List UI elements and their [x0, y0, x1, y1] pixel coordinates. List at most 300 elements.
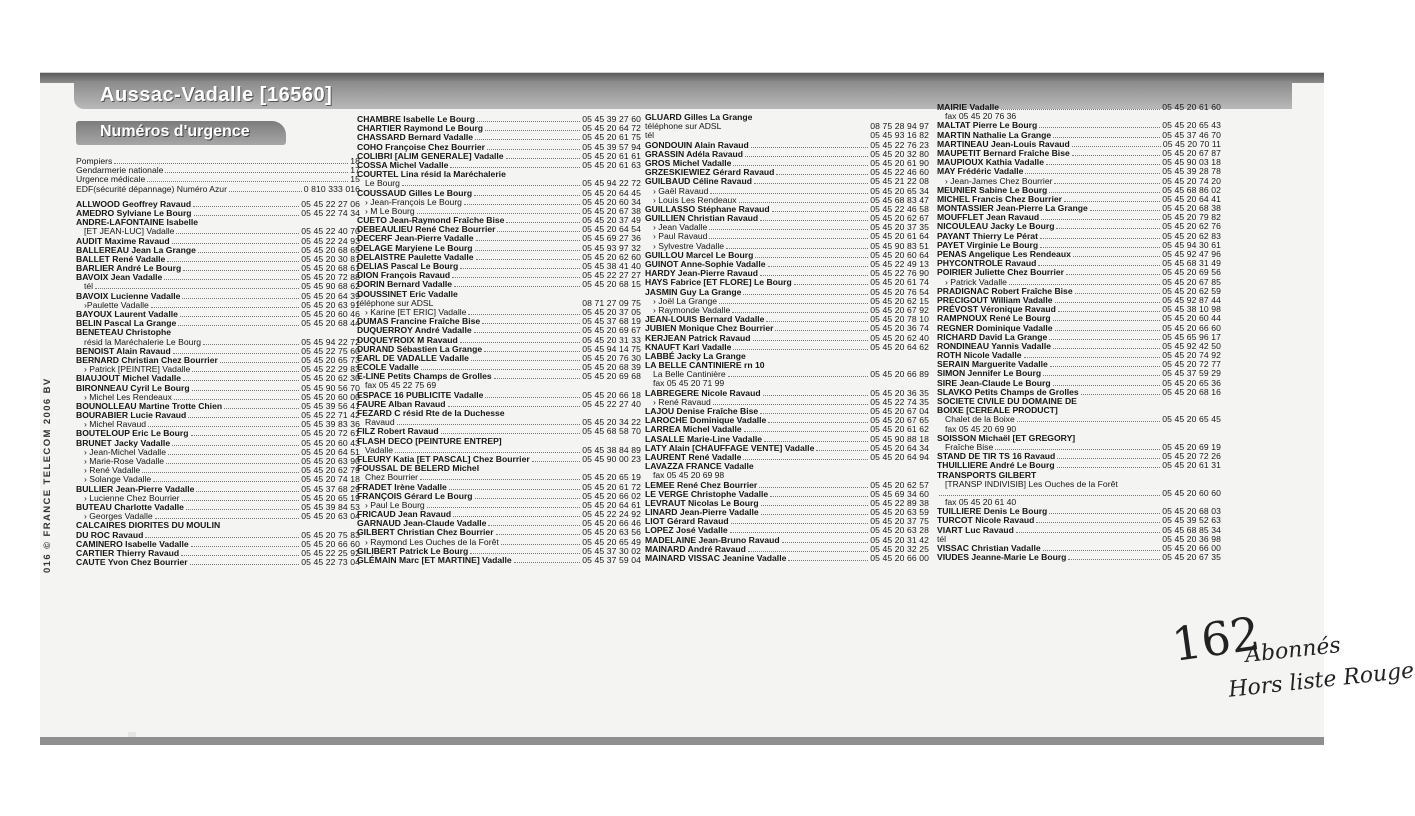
- entry-name: RONDINEAU Yannis Vadalle: [937, 340, 1051, 351]
- entry-name: COHO Françoise Chez Bourrier: [357, 141, 485, 152]
- entry-name: JUBIEN Monique Chez Bourrier: [645, 323, 774, 334]
- entry-name: › Karine [ET ERIC] Vadalle: [365, 306, 467, 317]
- entry-phone: 05 45 20 65 34: [870, 185, 929, 196]
- entry-phone: 05 45 22 29 83: [301, 364, 360, 375]
- entry-name: DOUSSINET Eric Vadalle: [357, 288, 458, 299]
- leader-dots: [759, 487, 868, 488]
- leader-dots: [198, 252, 299, 253]
- entry-phone: 0 810 333 016: [303, 183, 360, 194]
- entry-phone: 05 45 20 64 34: [870, 442, 929, 453]
- entry-name: SOISSON Michaël [ET GREGORY]: [937, 432, 1076, 443]
- leader-dots: [1056, 228, 1160, 229]
- entry-name: › Lucienne Chez Bourrier: [84, 492, 180, 503]
- leader-dots: [186, 509, 299, 510]
- leader-dots: [775, 330, 868, 331]
- leader-dots: [1068, 559, 1160, 560]
- leader-dots: [732, 312, 868, 313]
- entry-name: LAURENT René Vadalle: [645, 451, 742, 462]
- entry-name: PAYANT Thierry Le Pérat: [937, 230, 1038, 241]
- entry-name: GLUARD Gilles La Grange: [645, 112, 753, 122]
- entry-name: FRADET Irène Vadalle: [357, 481, 447, 492]
- entry-name: BOURABIER Lucie Ravaud: [76, 410, 187, 421]
- entry-phone: 05 45 20 72 88: [301, 272, 360, 283]
- entry-phone: 05 45 20 68 44: [301, 318, 360, 329]
- entry-name: tél: [937, 533, 947, 544]
- entry-name: fax 05 45 20 61 40: [945, 497, 1017, 508]
- entry-phone: 05 45 20 64 54: [582, 224, 641, 235]
- leader-dots: [501, 544, 581, 545]
- entry-name: DECERF Jean-Pierre Vadalle: [357, 233, 474, 244]
- entry-phone: 05 45 20 64 94: [870, 451, 929, 462]
- entry-phone: 05 45 20 62 59: [1162, 285, 1221, 296]
- entry-name: tél: [645, 130, 655, 141]
- entry-name: MICHEL Francis Chez Bourrier: [937, 193, 1062, 204]
- leader-dots: [176, 233, 299, 234]
- entry-name: GUILLASSO Stéphane Ravaud: [645, 203, 770, 214]
- urgence-title: Numéros d'urgence: [100, 123, 250, 140]
- entry-name: LAVAZZA FRANCE Vadalle: [645, 461, 754, 472]
- entry-phone: 05 45 39 27 60: [582, 114, 641, 124]
- leader-dots: [939, 495, 1160, 496]
- leader-dots: [188, 417, 299, 418]
- entry-name: Vadalle: [365, 444, 394, 455]
- entry-name: EDF(sécurité dépannage) Numéro Azur: [76, 183, 227, 194]
- leader-dots: [1001, 109, 1160, 110]
- entry-phone: 05 45 20 36 98: [1162, 533, 1221, 544]
- entry-phone: 05 45 20 36 74: [870, 323, 929, 334]
- leader-dots: [763, 395, 869, 396]
- entry-name: GRZESKIEWIEZ Gérard Ravaud: [645, 167, 775, 178]
- leader-dots: [713, 404, 868, 405]
- entry-phone: 05 45 20 65 45: [1162, 414, 1221, 425]
- entry-phone: 05 45 20 65 36: [1162, 377, 1221, 388]
- entry-name: PRÉVOST Véronique Ravaud: [937, 304, 1056, 315]
- leader-dots: [488, 525, 580, 526]
- leader-dots: [748, 551, 868, 552]
- entry-name: TRANSPORTS GILBERT: [937, 469, 1037, 480]
- leader-dots: [475, 498, 581, 499]
- entry-phone: 05 45 21 22 08: [870, 176, 929, 187]
- entry-name: FEZARD C résid Rte de la Duchesse: [357, 408, 505, 418]
- entry-phone: 05 45 20 63 56: [582, 527, 641, 538]
- entry-phone: 05 45 20 60 46: [301, 309, 360, 319]
- entry-name: GILBERT Christian Chez Bourrier: [357, 527, 494, 538]
- entry-phone: 05 45 20 63 28: [870, 525, 929, 536]
- entry-name: SIRE Jean-Claude Le Bourg: [937, 377, 1051, 388]
- entry-phone: 05 45 20 60 64: [870, 249, 929, 260]
- entry-phone: 05 45 20 66 60: [1162, 322, 1221, 333]
- entry-phone: 05 45 20 63 90: [301, 456, 360, 466]
- leader-dots: [760, 275, 868, 276]
- entry-phone: 05 45 20 61 60: [1162, 102, 1221, 112]
- entry-phone: 05 45 20 66 18: [582, 389, 641, 400]
- handwritten-note-line1: Abonnés: [1243, 633, 1342, 668]
- leader-dots: [471, 360, 580, 361]
- entry-name: téléphone sur ADSL: [357, 297, 434, 308]
- urgence-header: [76, 121, 286, 145]
- entry-name: › Georges Vadalle: [84, 511, 153, 522]
- entry-phone: 05 45 93 16 82: [870, 130, 929, 141]
- leader-dots: [1009, 284, 1160, 285]
- entry-name: SIMON Jennifer Le Bourg: [937, 368, 1042, 379]
- leader-dots: [753, 340, 869, 341]
- entry-phone: 05 45 20 74 18: [301, 474, 360, 485]
- entry-name: résid la Maréchalerie Le Bourg: [84, 336, 202, 347]
- entry-name: CARTIER Thierry Ravaud: [76, 547, 180, 558]
- entry-phone: 05 45 22 24 93: [301, 235, 360, 246]
- leader-dots: [1090, 210, 1160, 211]
- entry-name: › René Ravaud: [653, 396, 711, 407]
- entry-phone: 05 45 20 68 65: [301, 244, 360, 255]
- leader-dots: [1055, 330, 1161, 331]
- entry-phone: 05 45 22 73 04: [301, 557, 360, 568]
- leader-dots: [745, 156, 868, 157]
- entry-name: RICHARD David La Grange: [937, 331, 1048, 342]
- entry-name: ESPACE 16 PUBLICITE Vadalle: [357, 389, 484, 400]
- entry-phone: 08 75 28 94 97: [870, 121, 929, 132]
- entry-phone: 05 45 20 65 19: [582, 472, 641, 483]
- entry-name: REGNER Dominique Vadalle: [937, 322, 1053, 333]
- entry-name: CALCAIRES DIORITES DU MOULIN: [76, 520, 221, 531]
- entry-phone: 05 45 20 66 00: [870, 553, 929, 563]
- entry-phone: 05 45 38 41 40: [582, 261, 641, 271]
- entry-name: › Marie-Rose Vadalle: [84, 456, 165, 466]
- entry-phone: 05 45 20 63 59: [870, 507, 929, 518]
- entry-name: › Michel Les Rendeaux: [84, 391, 172, 402]
- handwritten-note-line2: Hors liste Rouge: [1227, 658, 1415, 703]
- entry-phone: 05 45 20 61 72: [582, 481, 641, 492]
- entry-name: VISSAC Christian Vadalle: [937, 543, 1041, 553]
- leader-dots: [464, 204, 580, 205]
- leader-dots: [743, 459, 868, 460]
- leader-dots: [173, 353, 300, 354]
- entry-phone: 05 45 22 76 90: [870, 268, 929, 279]
- entry-phone: 15: [350, 174, 360, 185]
- leader-dots: [1054, 183, 1160, 184]
- entry-name: FRICAUD Jean Ravaud: [357, 509, 452, 520]
- entry-phone: 05 45 20 68 61: [301, 263, 360, 274]
- entry-name: BOIXE [CEREALE PRODUCT]: [937, 405, 1058, 416]
- entry-phone: 05 45 20 66 60: [301, 538, 360, 549]
- leader-dots: [147, 181, 348, 182]
- entry-name: Urgence médicale: [76, 174, 146, 185]
- entry-phone: 05 45 20 67 35: [1162, 552, 1221, 563]
- entry-name: MARTINEAU Jean-Louis Ravaud: [937, 138, 1070, 149]
- entry-phone: 05 45 94 14 75: [582, 343, 641, 354]
- entry-name: Fraîche Bise: [945, 441, 994, 452]
- entry-name: DUQUERROY André Vadalle: [357, 325, 472, 336]
- entry-name: FRANÇOIS Gérard Le Bourg: [357, 490, 473, 501]
- leader-dots: [1040, 247, 1160, 248]
- entry-phone: 05 45 20 67 85: [1162, 276, 1221, 287]
- entry-name: › René Vadalle: [84, 465, 141, 476]
- entry-phone: 05 45 20 67 92: [870, 304, 929, 315]
- entry-name: DION François Ravaud: [357, 270, 451, 281]
- entry-name: CHASSARD Bernard Vadalle: [357, 132, 474, 143]
- entry-phone: 05 45 20 67 65: [870, 415, 929, 426]
- leader-dots: [760, 413, 868, 414]
- entry-phone: 05 45 94 22 72: [301, 336, 360, 347]
- entry-name: MAINARD André Ravaud: [645, 543, 746, 554]
- entry-phone: 05 45 20 74 20: [1162, 175, 1221, 186]
- entry-name: LIOT Gérard Ravaud: [645, 516, 729, 527]
- entry-phone: 05 45 20 70 11: [1162, 138, 1221, 149]
- entry-phone: 05 45 20 61 61: [582, 150, 641, 161]
- entry-phone: 05 45 20 79 82: [1162, 212, 1221, 223]
- entry-phone: 05 45 20 66 00: [1162, 543, 1221, 553]
- entry-name: › Patrick Vadalle: [945, 276, 1007, 287]
- entry-phone: 05 45 37 59 04: [582, 555, 641, 565]
- leader-dots: [180, 316, 299, 317]
- leader-dots: [816, 450, 868, 451]
- entry-phone: 18: [350, 156, 360, 166]
- leader-dots: [1025, 173, 1160, 174]
- leader-dots: [183, 270, 299, 271]
- entry-phone: 05 45 22 75 60: [301, 345, 360, 356]
- entry-name: Ravaud: [365, 417, 395, 428]
- leader-dots: [1053, 385, 1161, 386]
- entry-phone: 05 45 94 30 61: [1162, 239, 1221, 250]
- leader-dots: [754, 183, 868, 184]
- entry-phone: 05 45 39 83 36: [301, 419, 360, 430]
- leader-dots: [151, 307, 299, 308]
- entry-name: DU ROC Ravaud: [76, 529, 144, 540]
- entry-phone: 05 45 20 64 72: [582, 123, 641, 134]
- leader-dots: [470, 553, 580, 554]
- leader-dots: [1040, 238, 1160, 239]
- entry-name: BIRONNEAU Cyril Le Bourg: [76, 382, 190, 393]
- entry-name: THUILLIERE André Le Bourg: [937, 460, 1055, 471]
- entry-phone: 05 45 92 42 50: [1162, 340, 1221, 351]
- entry-name: LABBÉ Jacky La Grange: [645, 350, 746, 361]
- entry-phone: 05 45 20 69 56: [1162, 267, 1221, 278]
- entry-name: fax 05 45 22 75 69: [365, 380, 437, 391]
- entry-name: FAURE Alban Ravaud: [357, 398, 446, 409]
- entry-name: GUILLOU Marcel Le Bourg: [645, 249, 754, 260]
- entry-name: MADELAINE Jean-Bruno Ravaud: [645, 534, 780, 545]
- entry-phone: 05 45 20 62 30: [301, 373, 360, 384]
- listing-entry: [645, 554, 929, 563]
- leader-dots: [191, 435, 300, 436]
- entry-name: ANDRE-LAFONTAINE Isabelle: [76, 217, 199, 228]
- entry-name: GUILBAUD Céline Ravaud: [645, 176, 752, 187]
- leader-dots: [190, 564, 300, 565]
- entry-name: FOUSSAL DE BELERD Michel: [357, 463, 480, 474]
- leader-dots: [194, 215, 300, 216]
- leader-dots: [794, 284, 869, 285]
- entry-name: ROTH Nicole Vadalle: [937, 350, 1022, 361]
- entry-phone: 17: [350, 165, 360, 176]
- leader-dots: [153, 481, 299, 482]
- entry-name: BIAUJOUT Michel Vadalle: [76, 373, 182, 384]
- entry-phone: 05 45 20 64 39: [301, 290, 360, 301]
- entry-phone: 05 45 22 74 34: [301, 207, 360, 218]
- entry-phone: 05 45 20 63 04: [301, 511, 360, 522]
- entry-name: BERNARD Christian Chez Bourrier: [76, 354, 218, 365]
- entry-phone: 05 45 20 37 49: [582, 215, 641, 226]
- entry-phone: 05 45 90 88 18: [870, 433, 929, 444]
- entry-name: téléphone sur ADSL: [645, 121, 722, 132]
- entry-name: MARTIN Nathalie La Grange: [937, 129, 1052, 140]
- leader-dots: [733, 165, 868, 166]
- leader-dots: [761, 514, 869, 515]
- entry-name: MEUNIER Sabine Le Bourg: [937, 184, 1048, 195]
- leader-dots: [468, 314, 580, 315]
- entry-name: FLASH DECO [PEINTURE ENTREP]: [357, 435, 502, 446]
- leader-dots: [181, 555, 299, 556]
- entry-phone: 05 45 20 75 83: [301, 529, 360, 540]
- leader-dots: [764, 441, 868, 442]
- entry-name: Chalet de la Boixe: [945, 414, 1015, 425]
- entry-name: KERJEAN Patrick Ravaud: [645, 332, 751, 343]
- entry-phone: 05 45 20 67 87: [1162, 147, 1221, 158]
- entry-name: JEAN-LOUIS Bernard Vadalle: [645, 314, 765, 325]
- entry-phone: 05 45 20 61 31: [1162, 460, 1221, 471]
- entry-name: [ET JEAN-LUC] Vadalle: [84, 226, 175, 237]
- leader-dots: [1024, 357, 1161, 358]
- entry-name: FILZ Robert Ravaud: [357, 426, 439, 437]
- entry-phone: 05 45 20 72 26: [1162, 451, 1221, 462]
- leader-dots: [1057, 458, 1160, 459]
- leader-dots: [182, 298, 299, 299]
- leader-dots: [995, 449, 1160, 450]
- leader-dots: [421, 369, 581, 370]
- entry-phone: 05 45 22 25 92: [301, 547, 360, 558]
- entry-phone: 05 45 20 65 73: [301, 354, 360, 365]
- entry-phone: 05 45 20 67 38: [582, 205, 641, 216]
- entry-name: MAUPETIT Bernard Fraîche Bise: [937, 147, 1070, 158]
- entry-phone: 05 45 20 37 35: [870, 222, 929, 233]
- entry-name: › M Le Bourg: [365, 205, 415, 216]
- leader-dots: [497, 231, 580, 232]
- leader-dots: [1043, 375, 1160, 376]
- entry-name: › Patrick [PEINTRE] Vadalle: [84, 364, 191, 375]
- entry-name: LA BELLE CANTINIERE rn 10: [645, 360, 765, 371]
- listing-entry: [937, 553, 1221, 562]
- entry-phone: 05 45 22 74 35: [870, 396, 929, 407]
- entry-phone: 08 71 27 09 75: [582, 297, 641, 308]
- leader-dots: [460, 268, 580, 269]
- entry-phone: 05 45 20 68 15: [582, 279, 641, 290]
- leader-dots: [1038, 265, 1160, 266]
- leader-dots: [1039, 127, 1160, 128]
- entry-name: CAUTE Yvon Chez Bourrier: [76, 557, 188, 568]
- entry-phone: 05 45 37 68 29: [301, 483, 360, 494]
- leader-dots: [155, 518, 300, 519]
- listing-entry: [357, 556, 641, 565]
- entry-phone: 05 45 20 68 03: [1162, 506, 1221, 517]
- leader-dots: [474, 195, 580, 196]
- entry-name: BARLIER André Le Bourg: [76, 263, 182, 274]
- entry-phone: 05 45 69 34 60: [870, 488, 929, 499]
- entry-phone: 05 45 22 27 40: [582, 398, 641, 409]
- entry-name: BALLEREAU Jean La Grange: [76, 244, 196, 255]
- entry-phone: 05 45 22 24 92: [582, 509, 641, 520]
- leader-dots: [453, 516, 580, 517]
- entry-name: LEMEE René Chez Bourrier: [645, 479, 758, 490]
- entry-name: ›Paulette Vadalle: [84, 299, 149, 310]
- entry-name: LASALLE Marie-Line Vadalle: [645, 433, 762, 444]
- entry-name: BAVOIX Jean Vadalle: [76, 272, 163, 283]
- leader-dots: [452, 277, 580, 278]
- entry-phone: 05 45 90 56 70: [301, 382, 360, 393]
- entry-name: DEBEAULIEU René Chez Bourrier: [357, 224, 496, 235]
- entry-phone: 05 45 68 58 70: [582, 426, 641, 437]
- leader-dots: [1017, 421, 1161, 422]
- entry-phone: 05 45 20 61 64: [870, 231, 929, 242]
- leader-dots: [772, 211, 869, 212]
- entry-phone: 05 45 20 64 51: [301, 446, 360, 457]
- entry-name: DELAISTRE Paulette Vadalle: [357, 251, 474, 262]
- leader-dots: [494, 378, 581, 379]
- entry-name: TUILLIERE Denis Le Bourg: [937, 506, 1048, 517]
- leader-dots: [1049, 192, 1160, 193]
- entry-name: MAIRIE Vadalle: [937, 102, 1000, 112]
- entry-phone: 05 45 68 85 34: [1162, 524, 1221, 535]
- entry-name: BRUNET Jacky Vadalle: [76, 437, 171, 448]
- leader-dots: [1016, 532, 1160, 533]
- entry-name: › Gaël Ravaud: [653, 185, 709, 196]
- leader-dots: [744, 431, 869, 432]
- entry-phone: 05 45 37 68 19: [582, 316, 641, 327]
- entry-phone: 05 45 94 22 72: [582, 178, 641, 189]
- entry-name: › Raymonde Vadalle: [653, 304, 731, 315]
- entry-name: LATY Alain [CHAUFFAGE VENTE] Vadalle: [645, 442, 815, 453]
- entry-phone: 05 45 22 89 38: [870, 497, 929, 508]
- leader-dots: [1072, 155, 1160, 156]
- entry-phone: 05 45 20 69 67: [582, 325, 641, 336]
- entry-phone: 05 45 22 27 27: [582, 270, 641, 281]
- entry-name: Le Bourg: [365, 178, 400, 189]
- entry-phone: 05 45 20 32 25: [870, 543, 929, 554]
- leader-dots: [193, 206, 299, 207]
- entry-phone: 05 45 20 65 49: [582, 536, 641, 547]
- leader-dots: [229, 191, 302, 192]
- entry-phone: 05 45 22 76 23: [870, 139, 929, 150]
- margin-copyright: 016 © FRANCE TELECOM 2006 BV: [42, 377, 53, 573]
- entry-name: BUTEAU Charlotte Vadalle: [76, 501, 184, 512]
- entry-name: POIRIER Juliette Chez Bourrier: [937, 267, 1065, 278]
- entry-name: PENAS Angelique Les Rendeaux: [937, 249, 1071, 259]
- entry-name: LAROCHE Dominique Vadalle: [645, 415, 767, 426]
- leader-dots: [476, 240, 581, 241]
- entry-phone: 05 45 20 60 43: [301, 437, 360, 448]
- entry-phone: 05 45 68 31 49: [1162, 258, 1221, 269]
- leader-dots: [1073, 256, 1160, 257]
- entry-phone: 05 45 20 62 83: [1162, 230, 1221, 241]
- leader-dots: [487, 149, 580, 150]
- leader-dots: [768, 422, 868, 423]
- entry-phone: 05 45 38 84 89: [582, 444, 641, 455]
- entry-name: LARREA Michel Vadalle: [645, 424, 742, 435]
- leader-dots: [751, 147, 868, 148]
- leader-dots: [395, 452, 580, 453]
- leader-dots: [1050, 366, 1160, 367]
- leader-dots: [770, 496, 868, 497]
- entry-phone: 05 45 20 61 90: [870, 157, 929, 168]
- entry-phone: 05 45 20 66 89: [870, 369, 929, 380]
- leader-dots: [475, 250, 581, 251]
- leader-dots: [1072, 146, 1161, 147]
- entry-name: AMEDRO Sylviane Le Bourg: [76, 207, 192, 218]
- leader-dots: [192, 390, 300, 391]
- entry-name: COSSA Michel Vadalle: [357, 159, 449, 170]
- entry-phone: 05 45 22 49 13: [870, 259, 929, 269]
- entry-phone: 05 45 20 31 42: [870, 534, 929, 545]
- entry-phone: 05 45 39 52 63: [1162, 515, 1221, 526]
- entry-name: EARL DE VADALLE Vadalle: [357, 352, 469, 363]
- leader-dots: [485, 397, 580, 398]
